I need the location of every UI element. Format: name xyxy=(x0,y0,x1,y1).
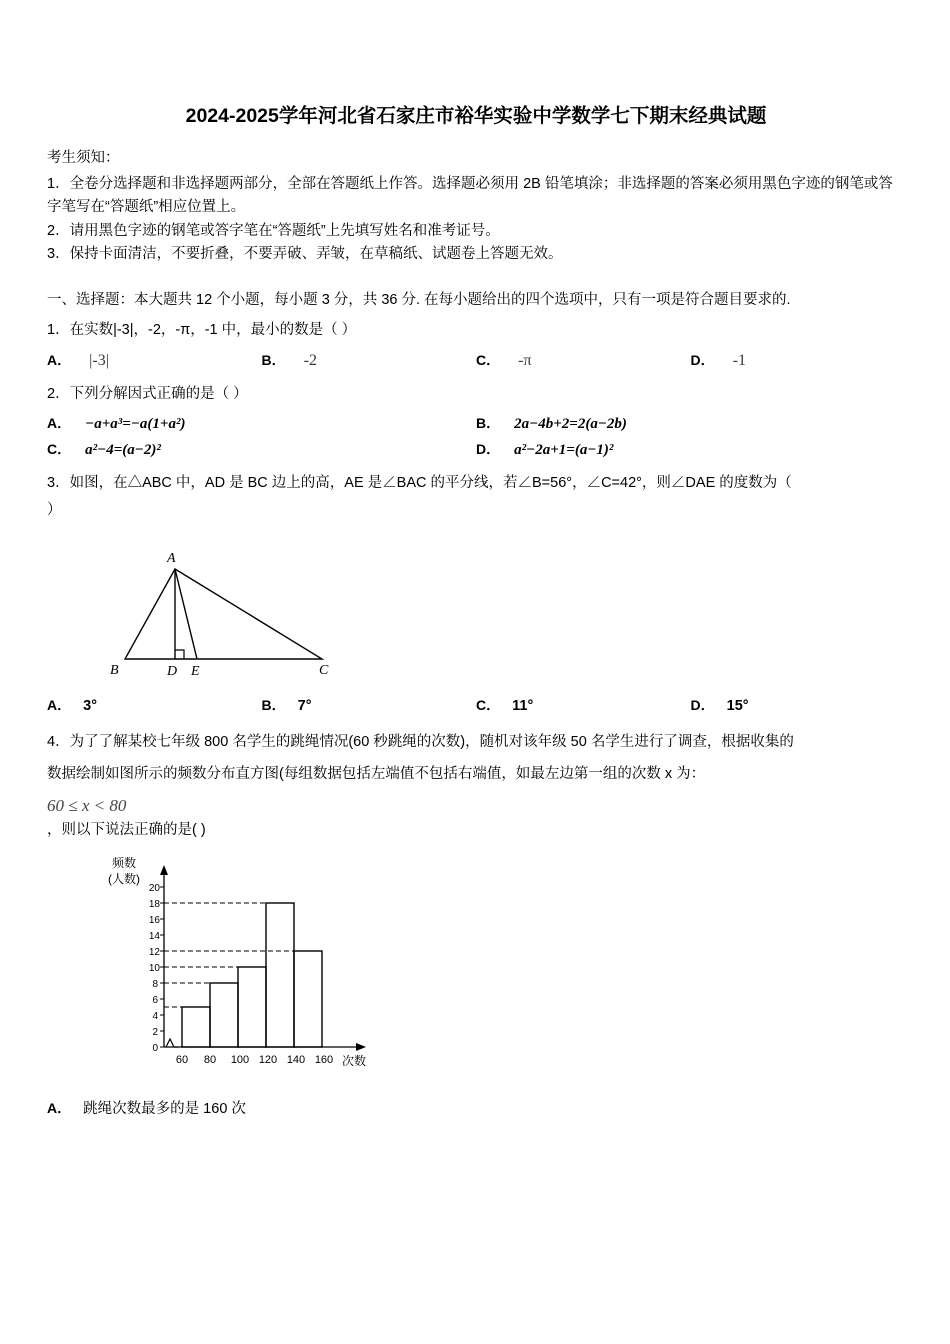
option-1-b-label: B． xyxy=(261,351,286,368)
y-axis-label-1: 频数 xyxy=(112,855,137,870)
option-3-d[interactable] xyxy=(691,695,906,715)
option-1-d-label: D． xyxy=(690,351,715,368)
svg-text:14: 14 xyxy=(148,930,160,942)
question-4-formula: 60 ≤ x < 80 xyxy=(47,795,127,815)
svg-text:80: 80 xyxy=(203,1053,217,1066)
notice-item-3: 3．保持卡面清洁，不要折叠，不要弄破、弄皱，在草稿纸、试题卷上答题无效。 xyxy=(47,246,563,263)
frequency-histogram xyxy=(102,851,905,1086)
option-2-b-text: 2a−4b+2=2(a−2b) xyxy=(514,415,627,432)
svg-text:4: 4 xyxy=(152,1010,158,1022)
y-axis-label-2: (人数) xyxy=(108,871,140,886)
option-2-d[interactable] xyxy=(476,439,905,459)
svg-text:E: E xyxy=(191,663,200,679)
triangle-abc-figure xyxy=(107,534,905,689)
option-4-a-label: A． xyxy=(47,1099,72,1116)
svg-text:2: 2 xyxy=(152,1026,158,1038)
question-3-number: 3． xyxy=(47,474,70,491)
svg-text:20: 20 xyxy=(148,882,160,894)
svg-text:B: B xyxy=(110,662,119,678)
page-title: 2024-2025学年河北省石家庄市裕华实验中学数学七下期末经典试题 xyxy=(185,105,767,127)
question-2 xyxy=(47,382,905,407)
question-2-number: 2． xyxy=(47,385,70,402)
question-1-text: 在实数|-3|，-2，-π，-1 中，最小的数是（ ） xyxy=(69,322,357,339)
svg-text:160: 160 xyxy=(314,1053,334,1066)
option-2-b-label: B． xyxy=(476,414,501,431)
option-2-b[interactable] xyxy=(476,413,905,433)
question-4 xyxy=(47,727,905,757)
question-4-text-line2: 数据绘制如图所示的频数分布直方图(每组数据包括左端值不包括右端值，如最左边第一组的次数 x 为： xyxy=(47,766,706,783)
question-4-text-line3: ，则以下说法正确的是( ) xyxy=(47,821,206,838)
option-2-a-label: A． xyxy=(47,414,72,431)
svg-text:0: 0 xyxy=(152,1042,158,1054)
option-1-a[interactable] xyxy=(47,350,262,370)
option-1-d-text: -1 xyxy=(732,351,746,369)
question-4-text-line1: 为了了解某校七年级 800 名学生的跳绳情况(60 秒跳绳的次数)，随机对该年级 50 名学生进行了调查，根据收集的 xyxy=(69,733,794,750)
question-3-text: 如图，在△ABC 中，AD 是 BC 边上的高，AE 是∠BAC 的平分线，若∠B=56°，∠C=42°，则∠DAE 的度数为（ xyxy=(69,474,792,491)
svg-text:6: 6 xyxy=(152,994,158,1006)
svg-text:140: 140 xyxy=(286,1053,306,1066)
question-3 xyxy=(47,471,905,496)
option-3-a[interactable] xyxy=(47,695,262,715)
option-1-a-text: |-3| xyxy=(89,351,109,369)
option-3-a-label: A． xyxy=(47,696,72,713)
option-3-c-label: C． xyxy=(476,696,501,713)
svg-text:10: 10 xyxy=(148,962,160,974)
option-1-d[interactable] xyxy=(691,350,906,370)
option-3-c-text: 11° xyxy=(512,697,534,714)
question-2-options-row2 xyxy=(47,439,905,459)
question-2-text: 下列分解因式正确的是（ ） xyxy=(69,385,248,402)
option-3-b[interactable] xyxy=(262,695,477,715)
question-1-options xyxy=(47,350,905,370)
option-4-a[interactable] xyxy=(47,1096,905,1122)
option-1-a-label: A． xyxy=(47,351,72,368)
option-1-c-label: C． xyxy=(476,351,501,368)
svg-text:16: 16 xyxy=(148,914,160,926)
question-4-number: 4． xyxy=(47,733,70,750)
question-1-number: 1． xyxy=(47,322,70,339)
svg-text:A: A xyxy=(167,550,176,566)
option-3-b-text: 7° xyxy=(297,697,312,714)
svg-text:60: 60 xyxy=(175,1053,189,1066)
page-content xyxy=(47,100,905,1124)
svg-text:12: 12 xyxy=(148,946,160,958)
question-4-formula-row xyxy=(47,796,905,816)
option-2-c[interactable] xyxy=(47,439,476,459)
question-2-options-row1 xyxy=(47,413,905,433)
notice-item-2: 2．请用黑色字迹的钢笔或答字笔在“答题纸”上先填写姓名和准考证号。 xyxy=(47,222,500,239)
notice-heading: 考生须知： xyxy=(47,150,120,166)
option-3-d-label: D． xyxy=(690,696,715,713)
option-1-b[interactable] xyxy=(262,350,477,370)
x-axis-label: 次数 xyxy=(342,1053,367,1068)
option-1-b-text: -2 xyxy=(303,351,317,369)
option-2-a-text: −a+a³=−a(1+a²) xyxy=(85,415,186,432)
svg-text:120: 120 xyxy=(258,1053,278,1066)
svg-text:D: D xyxy=(167,663,178,679)
option-1-c-text: -π xyxy=(518,351,532,369)
question-1 xyxy=(47,318,905,343)
option-2-c-label: C． xyxy=(47,440,72,457)
option-1-c[interactable] xyxy=(476,350,691,370)
svg-text:C: C xyxy=(319,662,329,678)
section-heading: 一、选择题：本大题共 12 个小题，每小题 3 分，共 36 分. 在每小题给出的四个选项中，只有一项是符合题目要求的. xyxy=(47,291,791,308)
option-3-d-text: 15° xyxy=(726,697,749,714)
option-3-a-text: 3° xyxy=(83,697,98,714)
notice-item-1: 1．全卷分选择题和非选择题两部分，全部在答题纸上作答。选择题必须用 2B 铅笔填涂；非选择题的答案必须用黑色字迹的钢笔或答字笔写在“答题纸”相应位置上。 xyxy=(47,176,893,216)
svg-text:8: 8 xyxy=(152,978,158,990)
option-2-a[interactable] xyxy=(47,413,476,433)
svg-text:100: 100 xyxy=(230,1053,250,1066)
option-2-c-text: a²−4=(a−2)² xyxy=(85,441,161,458)
option-3-b-label: B． xyxy=(261,696,286,713)
question-3-options xyxy=(47,695,905,715)
option-2-d-label: D． xyxy=(476,440,501,457)
option-4-a-text: 跳绳次数最多的是 160 次 xyxy=(83,1100,246,1117)
option-2-d-text: a²−2a+1=(a−1)² xyxy=(514,441,614,458)
svg-text:18: 18 xyxy=(148,898,160,910)
question-3-text-cont: ） xyxy=(47,502,62,519)
option-3-c[interactable] xyxy=(476,695,691,715)
